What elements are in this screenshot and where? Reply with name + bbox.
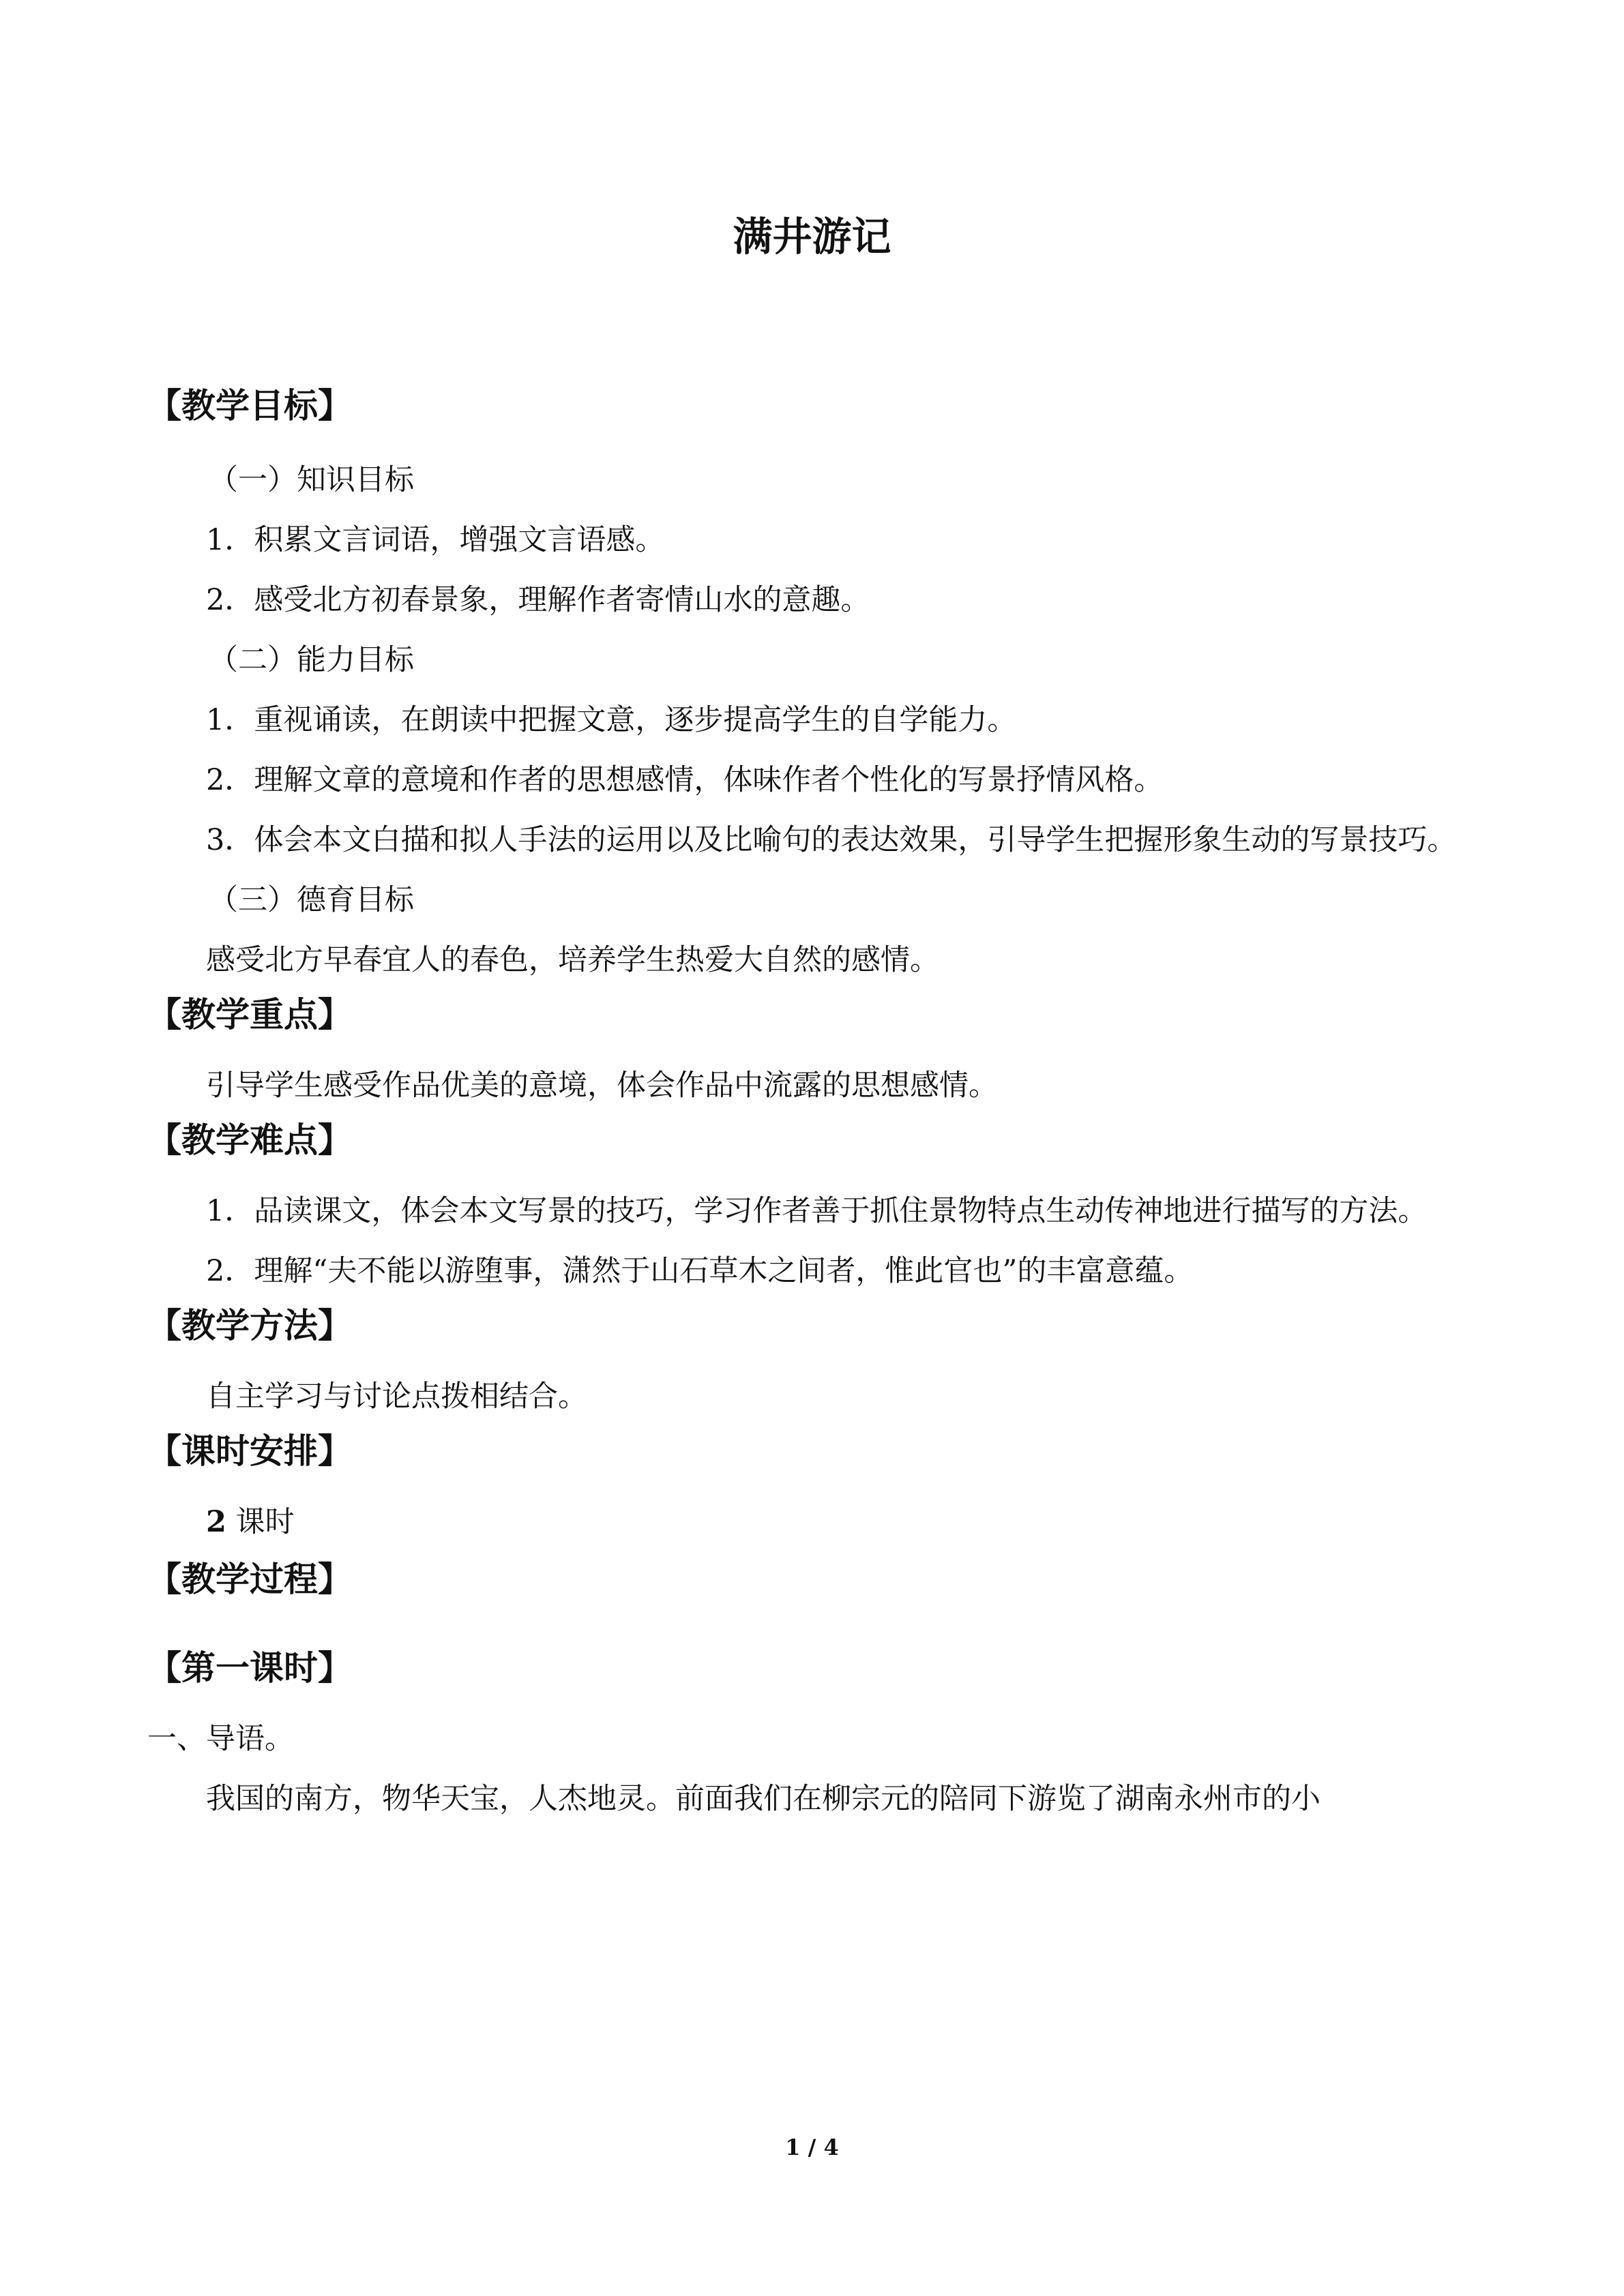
knowledge-goal-2: 2．感受北方初春景象，理解作者寄情山水的意趣。 — [206, 583, 870, 617]
heading-difficult-points: 【教学难点】 — [147, 1120, 352, 1160]
heading-teaching-process: 【教学过程】 — [147, 1560, 352, 1599]
heading-key-points: 【教学重点】 — [147, 995, 352, 1034]
moral-goal-1: 感受北方早春宜人的春色，培养学生热爱大自然的感情。 — [206, 943, 939, 977]
heading-schedule: 【课时安排】 — [147, 1431, 352, 1471]
schedule-text — [147, 1492, 1477, 1552]
heading-teaching-goals: 【教学目标】 — [147, 386, 352, 426]
heading-first-lesson: 【第一课时】 — [147, 1648, 352, 1688]
intro-head: 一、导语。 — [147, 1722, 294, 1756]
difficult-point-2: 2．理解“夫不能以游堕事，潇然于山石草木之间者，惟此官也”的丰富意蕴。 — [206, 1254, 1194, 1288]
ability-goals-head: （二）能力目标 — [209, 643, 414, 677]
teaching-method-text: 自主学习与讨论点拨相结合。 — [206, 1380, 587, 1414]
ability-goal-3: 3．体会本文白描和拟人手法的运用以及比喻句的表达效果，引导学生把握形象生动的写景技巧。 — [206, 823, 1457, 857]
page-number: 1 / 4 — [785, 2134, 839, 2160]
intro-text: 我国的南方，物华天宝，人杰地灵。前面我们在柳宗元的陪同下游览了湖南永州市的小 — [206, 1782, 1320, 1816]
ability-goal-1: 1．重视诵读，在朗读中把握文意，逐步提高学生的自学能力。 — [206, 703, 1017, 737]
moral-goals-head: （三）德育目标 — [209, 883, 414, 917]
knowledge-goal-1: 1．积累文言词语，增强文言语感。 — [206, 523, 665, 557]
schedule-unit: 课时 — [235, 1505, 295, 1539]
difficult-point-1: 1．品读课文，体会本文写景的技巧，学习作者善于抓住景物特点生动传神地进行描写的方法。 — [206, 1194, 1428, 1228]
knowledge-goals-head: （一）知识目标 — [209, 463, 414, 497]
ability-goal-2: 2．理解文章的意境和作者的思想感情，体味作者个性化的写景抒情风格。 — [206, 763, 1164, 797]
document-body — [147, 385, 1477, 1829]
document-title: 满井游记 — [733, 213, 891, 260]
key-points-text: 引导学生感受作品优美的意境，体会作品中流露的思想感情。 — [206, 1069, 998, 1103]
heading-teaching-method: 【教学方法】 — [147, 1306, 352, 1345]
schedule-number: 2 — [206, 1505, 226, 1539]
